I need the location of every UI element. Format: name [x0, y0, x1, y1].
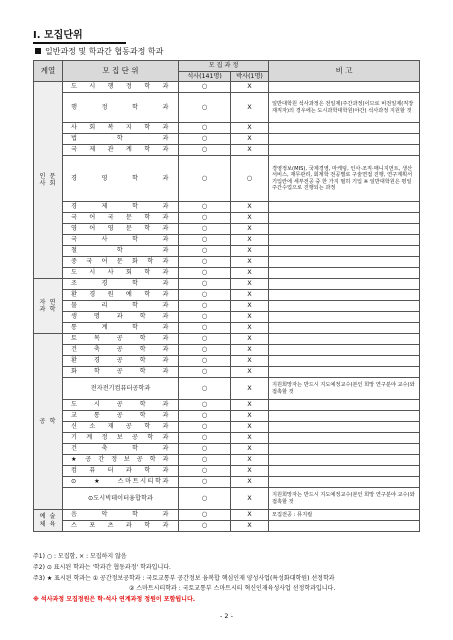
table-row — [34, 145, 420, 156]
footnotes — [33, 552, 335, 606]
doctoral-mark: X — [231, 400, 269, 411]
table-row — [34, 235, 420, 246]
section-heading: Ⅰ. 모집단위 — [33, 30, 83, 41]
masters-mark: ○ — [179, 235, 231, 246]
table-row — [34, 444, 420, 455]
department-name: 기 계 정 보 공 학 과 — [63, 433, 179, 444]
masters-mark: ○ — [179, 246, 231, 257]
doctoral-mark: X — [231, 82, 269, 93]
remarks-cell — [269, 356, 420, 367]
table-row — [34, 521, 420, 532]
masters-mark: ○ — [179, 356, 231, 367]
header-doctoral: 박사(1명) — [231, 72, 269, 82]
doctoral-mark: X — [231, 455, 269, 466]
department-name: 행 정 학 과 — [63, 93, 179, 123]
masters-mark: ○ — [179, 378, 231, 400]
masters-mark: ○ — [179, 444, 231, 455]
table-row — [34, 378, 420, 400]
table-row — [34, 455, 420, 466]
remarks-cell — [269, 466, 420, 477]
department-name: 화 학 공 학 과 — [63, 367, 179, 378]
table-row — [34, 367, 420, 378]
doctoral-mark: X — [231, 488, 269, 510]
page-number: - 2 - — [220, 612, 233, 620]
doctoral-mark: X — [231, 290, 269, 301]
remarks-cell — [269, 367, 420, 378]
remarks-cell — [269, 257, 420, 268]
table-row — [34, 82, 420, 93]
doctoral-mark: X — [231, 312, 269, 323]
department-name: 생 명 과 학 과 — [63, 312, 179, 323]
doctoral-mark: X — [231, 202, 269, 213]
masters-mark: ○ — [179, 367, 231, 378]
masters-mark: ○ — [179, 123, 231, 134]
category-cell: 자 연 과 학 — [34, 279, 63, 334]
masters-mark: ○ — [179, 202, 231, 213]
doctoral-mark: X — [231, 367, 269, 378]
doctoral-mark: X — [231, 323, 269, 334]
department-name: 도 시 사 회 학 과 — [63, 268, 179, 279]
remarks-cell: 경영정보(MIS), 국제경영, 마케팅, 인사·조직·매니지먼트, 생산서비스, 재무관리, 회계학 전공별로 구술면접 진행, 연구계획서 기입란에 세부전공 중 한 가지 필히 기입 ※ 일반대학원은 평일 주간수업으로 진행되는 과정 — [269, 156, 420, 202]
masters-mark: ○ — [179, 455, 231, 466]
table-row — [34, 246, 420, 257]
remarks-cell — [269, 246, 420, 257]
doctoral-mark: X — [231, 433, 269, 444]
department-name: 음 악 학 과 — [63, 510, 179, 521]
remarks-cell — [269, 123, 420, 134]
department-name: 스 포 츠 과 학 과 — [63, 521, 179, 532]
department-name: 컴 퓨 터 과 학 과 — [63, 466, 179, 477]
masters-mark: ○ — [179, 477, 231, 488]
table-row — [34, 134, 420, 145]
masters-mark: ○ — [179, 257, 231, 268]
masters-mark: ○ — [179, 224, 231, 235]
header-course: 모 집 과 정 — [179, 61, 269, 72]
table-row — [34, 345, 420, 356]
masters-mark: ○ — [179, 345, 231, 356]
masters-mark: ○ — [179, 466, 231, 477]
table-row — [34, 123, 420, 134]
department-name: 국 어 국 문 학 과 — [63, 213, 179, 224]
masters-mark: ○ — [179, 400, 231, 411]
doctoral-mark: X — [231, 123, 269, 134]
footnote-2: 주2) ⊙ 표시된 학과는 '학과간 협동과정' 학과입니다. — [33, 563, 171, 571]
remarks-cell — [269, 213, 420, 224]
doctoral-mark: X — [231, 93, 269, 123]
doctoral-mark: X — [231, 422, 269, 433]
department-name: ★ 공 간 정 보 공 학 과 — [63, 455, 179, 466]
remarks-cell — [269, 290, 420, 301]
remarks-cell — [269, 82, 420, 93]
remarks-cell — [269, 301, 420, 312]
masters-mark: ○ — [179, 93, 231, 123]
remarks-cell — [269, 235, 420, 246]
header-unit: 모 집 단 위 — [63, 61, 179, 82]
doctoral-mark: X — [231, 345, 269, 356]
remarks-cell — [269, 268, 420, 279]
department-name: 경 제 학 과 — [63, 202, 179, 213]
masters-mark: ○ — [179, 422, 231, 433]
department-name: 통 계 학 과 — [63, 323, 179, 334]
doctoral-mark: X — [231, 301, 269, 312]
department-name: 법 학 과 — [63, 134, 179, 145]
masters-mark: ○ — [179, 268, 231, 279]
masters-mark: ○ — [179, 279, 231, 290]
doctoral-mark: X — [231, 510, 269, 521]
table-row — [34, 202, 420, 213]
remarks-cell — [269, 521, 420, 532]
remarks-cell — [269, 334, 420, 345]
table-row — [34, 422, 420, 433]
remarks-cell — [269, 145, 420, 156]
masters-mark: ○ — [179, 134, 231, 145]
department-name: 건 축 공 학 과 — [63, 345, 179, 356]
doctoral-mark: X — [231, 356, 269, 367]
table-row — [34, 323, 420, 334]
doctoral-mark: ○ — [231, 156, 269, 202]
table-row — [34, 488, 420, 510]
department-name: 중 국 어 문 화 학 과 — [63, 257, 179, 268]
department-name: 건 축 학 과 — [63, 444, 179, 455]
masters-mark: ○ — [179, 433, 231, 444]
doctoral-mark: X — [231, 213, 269, 224]
doctoral-mark: X — [231, 444, 269, 455]
department-name: ⊙★스마트시티학과 — [63, 477, 179, 488]
footnote-3: 주3) ★ 표시된 학과는 ① 공간정보공학과 : 국토교통부 공간정보 융복합 핵심인재 양성사업(특성화대학원) 선정학과 — [33, 574, 335, 582]
department-name: 조 경 학 과 — [63, 279, 179, 290]
masters-mark: ○ — [179, 301, 231, 312]
masters-mark: ○ — [179, 156, 231, 202]
category-cell: 인 문 사 회 — [34, 82, 63, 279]
department-name: 국 제 관 계 학 과 — [63, 145, 179, 156]
square-bullet-icon — [35, 48, 41, 54]
department-name: 전자전기컴퓨터공학과 — [63, 378, 179, 400]
header-category: 계열 — [34, 61, 63, 82]
doctoral-mark: X — [231, 334, 269, 345]
masters-mark: ○ — [179, 521, 231, 532]
department-name: ⊙도시빅데이터융합학과 — [63, 488, 179, 510]
table-row — [34, 93, 420, 123]
remarks-cell — [269, 323, 420, 334]
doctoral-mark: X — [231, 378, 269, 400]
table-row — [34, 334, 420, 345]
header-remarks: 비 고 — [269, 61, 420, 82]
remarks-cell — [269, 422, 420, 433]
department-name: 도 시 공 학 과 — [63, 400, 179, 411]
remarks-cell — [269, 134, 420, 145]
table-row — [34, 466, 420, 477]
doctoral-mark: X — [231, 521, 269, 532]
masters-mark: ○ — [179, 312, 231, 323]
recruitment-table — [33, 60, 420, 532]
department-name: 영 어 영 문 학 과 — [63, 224, 179, 235]
remarks-cell: 일반대학원 석사과정은 전일제(주간과정)이므로 비전일제(직장 재직자)의 경우에는 도시과학대학원(야간) 석사과정 지원할 것 — [269, 93, 420, 123]
remarks-cell — [269, 312, 420, 323]
table-row — [34, 510, 420, 521]
doctoral-mark: X — [231, 246, 269, 257]
department-name: 교 통 공 학 과 — [63, 411, 179, 422]
remarks-cell — [269, 400, 420, 411]
remarks-cell — [269, 279, 420, 290]
remarks-cell: 지원희망자는 반드시 지도예정교수(본인 희망 연구분야 교수)와 접촉할 것 — [269, 378, 420, 400]
table-row — [34, 312, 420, 323]
table-row — [34, 400, 420, 411]
remarks-cell: 지원희망자는 반드시 지도예정교수(본인 희망 연구분야 교수)와 접촉할 것 — [269, 488, 420, 510]
doctoral-mark: X — [231, 279, 269, 290]
remarks-cell — [269, 224, 420, 235]
department-name: 도 시 행 정 학 과 — [63, 82, 179, 93]
warning-note: ※ 석사과정 모집정원은 학·석사 연계과정 정원이 포함됩니다. — [33, 596, 196, 604]
doctoral-mark: X — [231, 224, 269, 235]
department-name: 사 회 복 지 학 과 — [63, 123, 179, 134]
sub-heading-text: 일반과정 및 학과간 협동과정 학과 — [45, 47, 164, 56]
masters-mark: ○ — [179, 411, 231, 422]
category-cell: 예 술 체 육 — [34, 510, 63, 532]
department-name: 신 소 재 공 학 과 — [63, 422, 179, 433]
remarks-cell: 모집전공 : 뮤지컬 — [269, 510, 420, 521]
table-row — [34, 279, 420, 290]
table-row — [34, 433, 420, 444]
remarks-cell — [269, 433, 420, 444]
doctoral-mark: X — [231, 268, 269, 279]
remarks-cell — [269, 411, 420, 422]
table-row — [34, 268, 420, 279]
masters-mark: ○ — [179, 213, 231, 224]
remarks-cell — [269, 455, 420, 466]
table-row — [34, 213, 420, 224]
table-row — [34, 411, 420, 422]
footnote-3-continued: ② 스마트시티학과 : 국토교통부 스마트시티 혁신인재육성사업 선정학과입니다. — [129, 585, 336, 593]
masters-mark: ○ — [179, 145, 231, 156]
table-row — [34, 156, 420, 202]
department-name: 환 경 원 예 학 과 — [63, 290, 179, 301]
department-name: 철 학 과 — [63, 246, 179, 257]
remarks-cell — [269, 202, 420, 213]
doctoral-mark: X — [231, 466, 269, 477]
table-row — [34, 356, 420, 367]
doctoral-mark: X — [231, 235, 269, 246]
masters-mark: ○ — [179, 290, 231, 301]
table-row — [34, 301, 420, 312]
doctoral-mark: X — [231, 134, 269, 145]
doctoral-mark: X — [231, 411, 269, 422]
doctoral-mark: X — [231, 477, 269, 488]
masters-mark: ○ — [179, 510, 231, 521]
department-name: 경 영 학 과 — [63, 156, 179, 202]
header-masters: 석사(141명) — [179, 72, 231, 82]
remarks-cell — [269, 345, 420, 356]
department-name: 환 경 공 학 과 — [63, 356, 179, 367]
masters-mark: ○ — [179, 323, 231, 334]
department-name: 물 리 학 과 — [63, 301, 179, 312]
table-row — [34, 224, 420, 235]
masters-mark: ○ — [179, 488, 231, 510]
department-name: 토 목 공 학 과 — [63, 334, 179, 345]
doctoral-mark: X — [231, 145, 269, 156]
table-row — [34, 290, 420, 301]
masters-mark: ○ — [179, 82, 231, 93]
department-name: 국 사 학 과 — [63, 235, 179, 246]
sub-heading — [35, 46, 163, 57]
heading-underline — [33, 42, 126, 44]
footnote-1: 주1) ○ : 모집함, × : 모집하지 않음 — [33, 553, 127, 560]
remarks-cell — [269, 477, 420, 488]
remarks-cell — [269, 444, 420, 455]
category-cell: 공 학 — [34, 334, 63, 510]
table-row — [34, 477, 420, 488]
table-row — [34, 257, 420, 268]
doctoral-mark: X — [231, 257, 269, 268]
masters-mark: ○ — [179, 334, 231, 345]
